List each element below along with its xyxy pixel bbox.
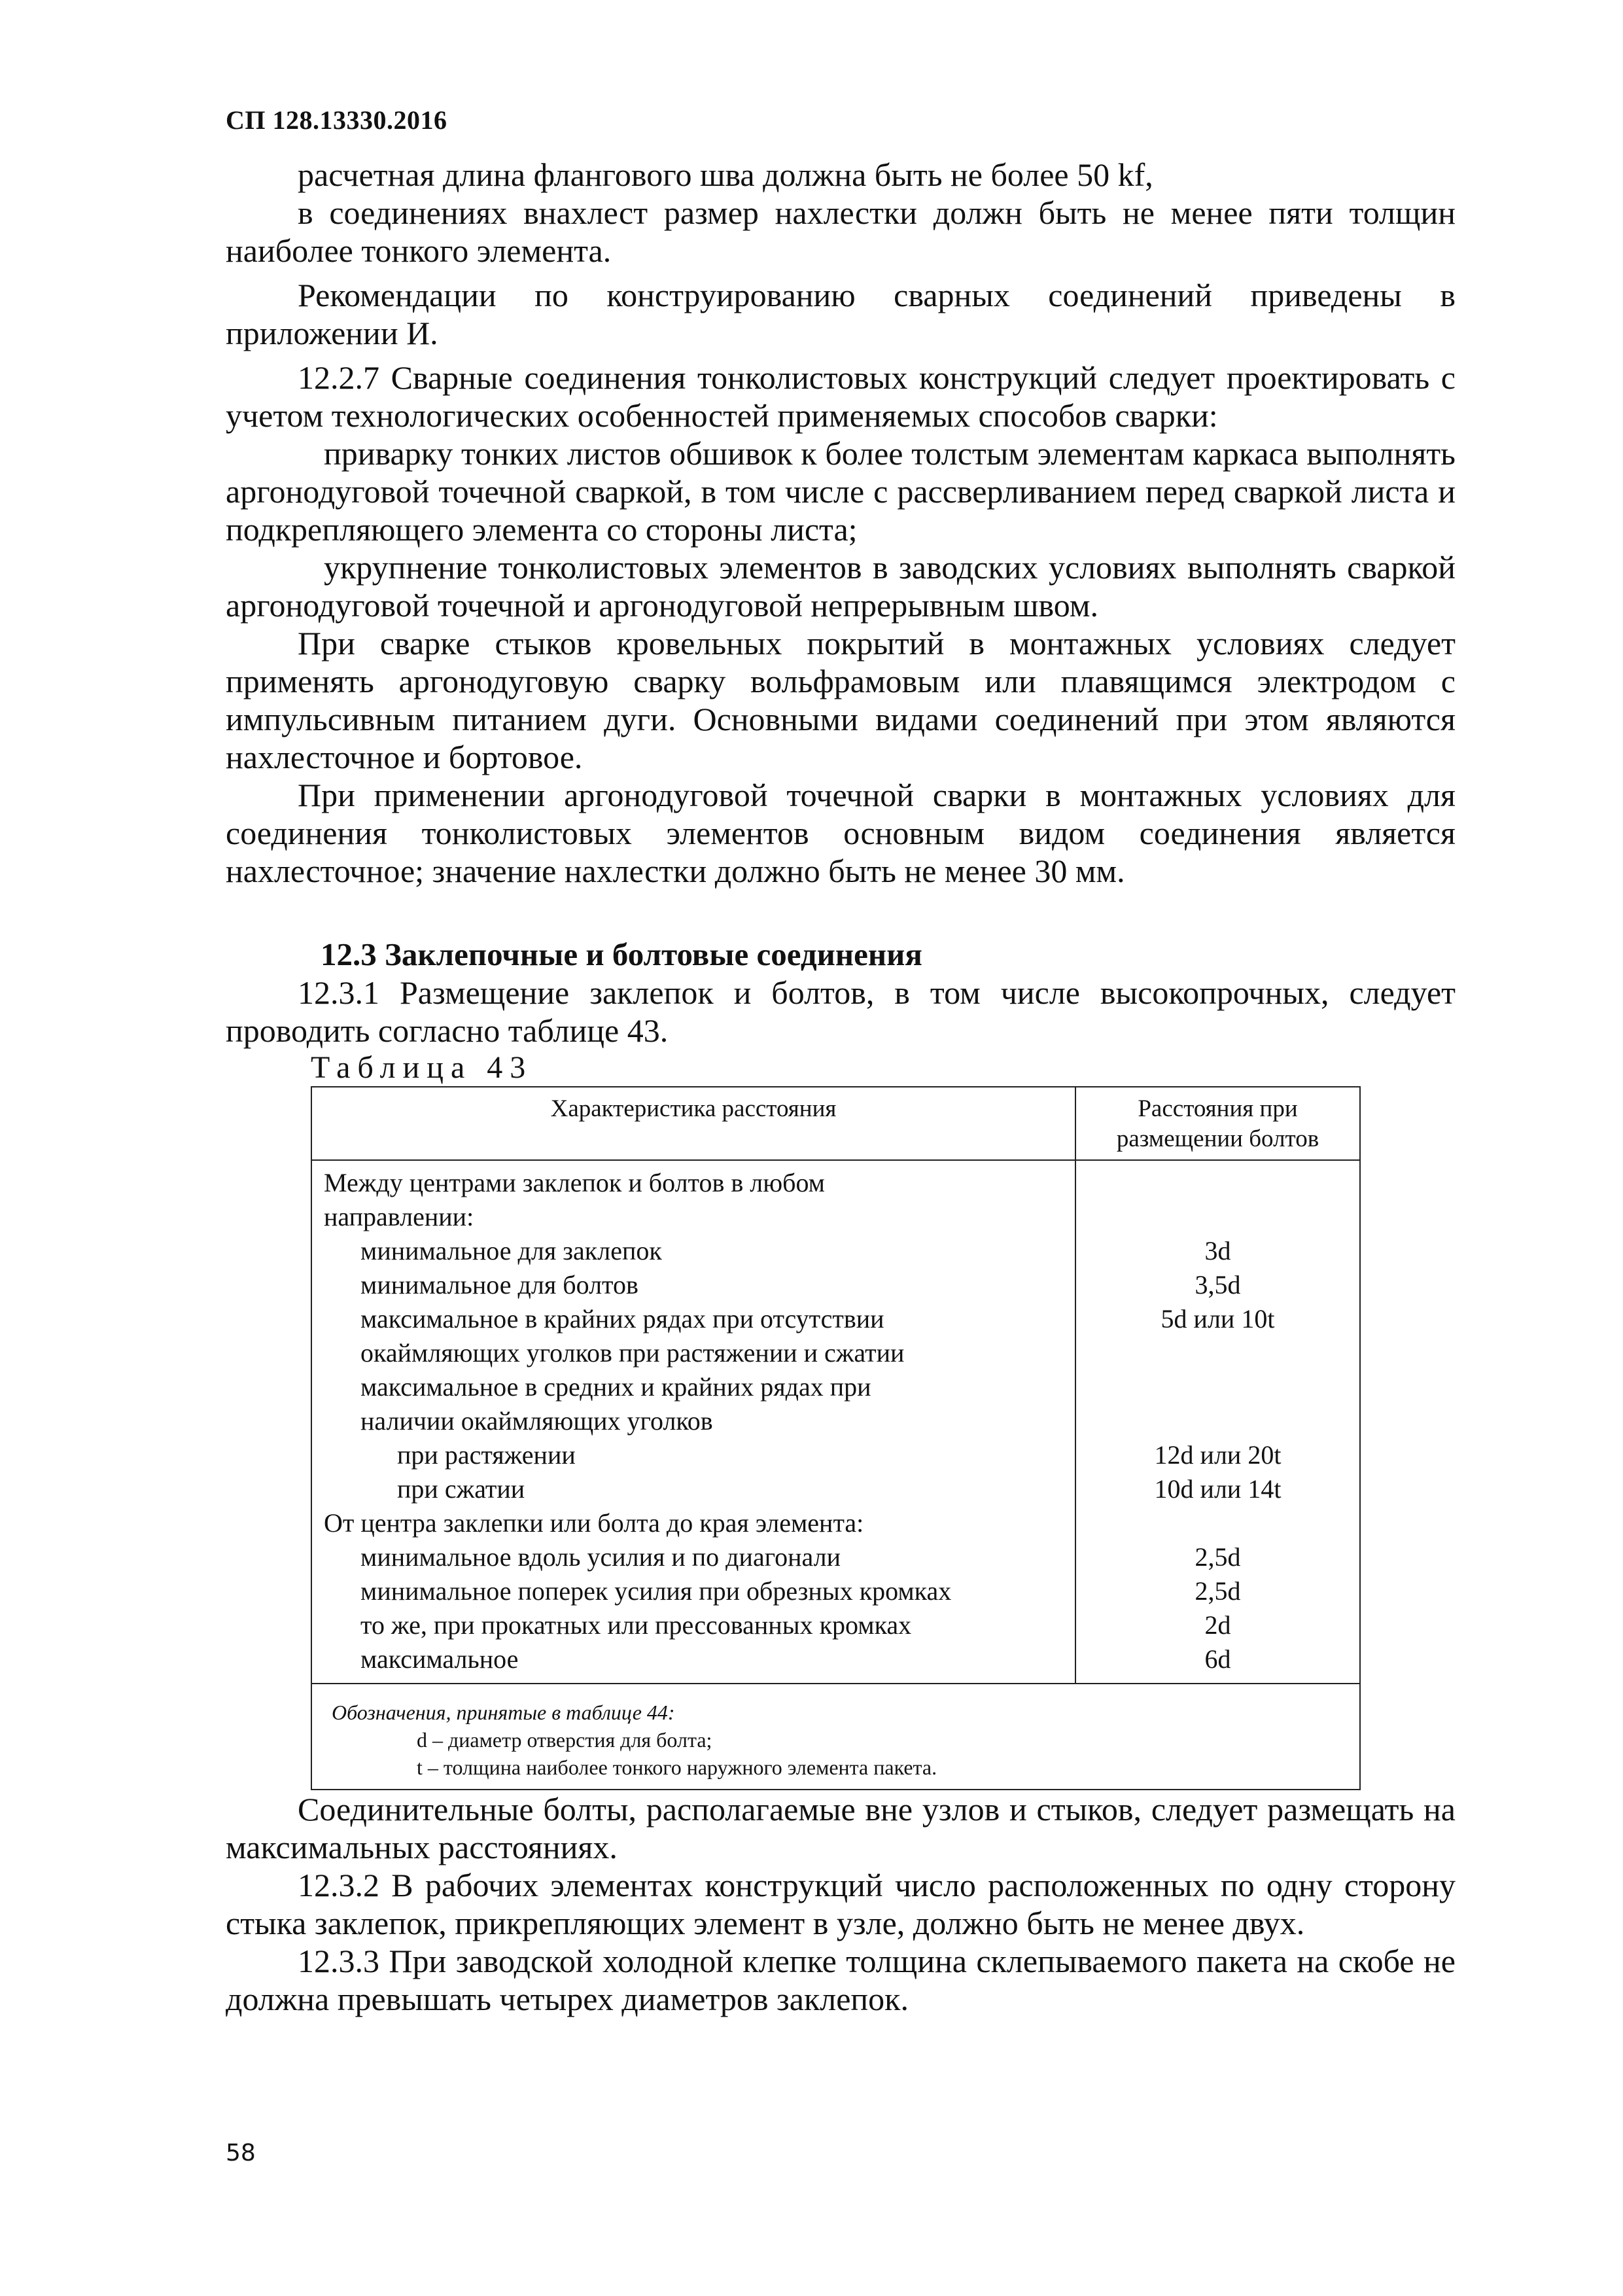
table-row-text: минимальное для болтов <box>360 1270 638 1299</box>
table-row-value <box>1076 1370 1359 1404</box>
paragraph: 12.3.1 Размещение заклепок и болтов, в том числе высокопрочных, следует проводить согласно таблице 43. <box>226 974 1456 1049</box>
paragraph: Рекомендации по конструированию сварных соединений приведены в приложении И. <box>226 277 1456 351</box>
table-row-text: наличии окаймляющих уголков <box>360 1406 713 1436</box>
paragraph: укрупнение тонколистовых элементов в заводских условиях выполнять сваркой аргонодуговой точечной и аргонодуговой непрерывным швом. <box>226 549 1456 624</box>
column-header-characteristic: Характеристика расстояния <box>311 1087 1075 1160</box>
table-row-text: при растяжении <box>397 1440 576 1470</box>
table-row-text: минимальное вдоль усилия и по диагонали <box>360 1542 841 1572</box>
table-row-value <box>1076 1506 1359 1540</box>
paragraph: 12.2.7 Сварные соединения тонколистовых конструкций следует проектировать с учетом технологических особенностей применяемых способов сварки: <box>226 359 1456 434</box>
paragraph: При применении аргонодуговой точечной сварки в монтажных условиях для соединения тонколистовых элементов основным видом соединения является нахлесточное; значение нахлестки должно быть не менее 30 мм. <box>226 777 1456 889</box>
table-row-value: 5d или 10t <box>1161 1304 1275 1333</box>
table-row-value: 10d или 14t <box>1154 1474 1282 1504</box>
paragraph: При сварке стыков кровельных покрытий в монтажных условиях следует применять аргонодуговую сварку вольфрамовым или плавящимся электродом с импульсивным питанием дуги. Основными видами соединений при этом являются нахлесточное и бортовое. <box>226 625 1456 775</box>
table-row-text: максимальное <box>360 1644 519 1674</box>
table-row-text: От центра заклепки или болта до края элемента: <box>324 1508 864 1538</box>
table-row-text: минимальное поперек усилия при обрезных кромках <box>360 1576 952 1606</box>
section-title: 12.3 Заклепочные и болтовые соединения <box>321 936 922 972</box>
table-row-value: 3,5d <box>1195 1270 1241 1299</box>
page-number: 58 <box>226 2140 256 2166</box>
table-row-value: 3d <box>1204 1236 1231 1265</box>
characteristic-column <box>311 1160 1075 1684</box>
table-row-text: при сжатии <box>397 1474 525 1504</box>
note-line: d – диаметр отверстия для болта; <box>417 1728 712 1752</box>
table-row-value: 2,5d <box>1195 1576 1241 1606</box>
document-code-header: СП 128.13330.2016 <box>226 105 447 135</box>
values-column <box>1075 1160 1360 1684</box>
table-caption: Таблица 43 <box>311 1050 533 1085</box>
table-row-value: 6d <box>1204 1644 1231 1674</box>
table-row-text: то же, при прокатных или прессованных кромках <box>360 1610 912 1640</box>
table-row-text: минимальное для заклепок <box>360 1236 662 1265</box>
table-row-text: направлении: <box>324 1202 474 1231</box>
table-row-value <box>1076 1166 1359 1200</box>
column-header-distances: Расстояния при размещении болтов <box>1075 1087 1360 1160</box>
paragraph: приварку тонких листов обшивок к более толстым элементам каркаса выполнять аргонодуговой точечной сваркой, в том числе с рассверливанием перед сваркой листа и подкрепляющего элемента со стороны листа; <box>226 435 1456 548</box>
paragraph: 12.3.2 В рабочих элементах конструкций число расположенных по одну сторону стыка заклепок, прикрепляющих элемент в узле, должно быть не менее двух. <box>226 1867 1456 1941</box>
note-line: t – толщина наиболее тонкого наружного элемента пакета. <box>417 1756 937 1779</box>
page-content <box>226 156 1456 2018</box>
notes-heading: Обозначения, принятые в таблице 44: <box>332 1701 675 1724</box>
placement-table <box>311 1086 1361 1790</box>
table-row-text: Между центрами заклепок и болтов в любом <box>324 1168 825 1197</box>
table-row-text: максимальное в крайних рядах при отсутствии <box>360 1304 884 1333</box>
table-row-value: 12d или 20t <box>1154 1440 1282 1470</box>
paragraph: расчетная длина флангового шва должна быть не более 50 kf, <box>298 156 1153 193</box>
paragraph: Соединительные болты, располагаемые вне узлов и стыков, следует размещать на максимальных расстояниях. <box>226 1791 1456 1865</box>
paragraph: 12.3.3 При заводской холодной клепке толщина склепываемого пакета на скобе не должна превышать четырех диаметров заклепок. <box>226 1943 1456 2017</box>
table-row-value <box>1076 1336 1359 1370</box>
table-row-value <box>1076 1200 1359 1234</box>
table-row-value: 2,5d <box>1195 1542 1241 1572</box>
table-notes <box>311 1684 1360 1790</box>
table-row-value: 2d <box>1204 1610 1231 1640</box>
table-row-text: окаймляющих уголков при растяжении и сжатии <box>360 1338 905 1368</box>
table-row-value <box>1076 1404 1359 1438</box>
table-row-text: максимальное в средних и крайних рядах при <box>360 1372 871 1402</box>
paragraph: в соединениях внахлест размер нахлестки должн быть не менее пяти толщин наиболее тонкого элемента. <box>226 194 1456 269</box>
